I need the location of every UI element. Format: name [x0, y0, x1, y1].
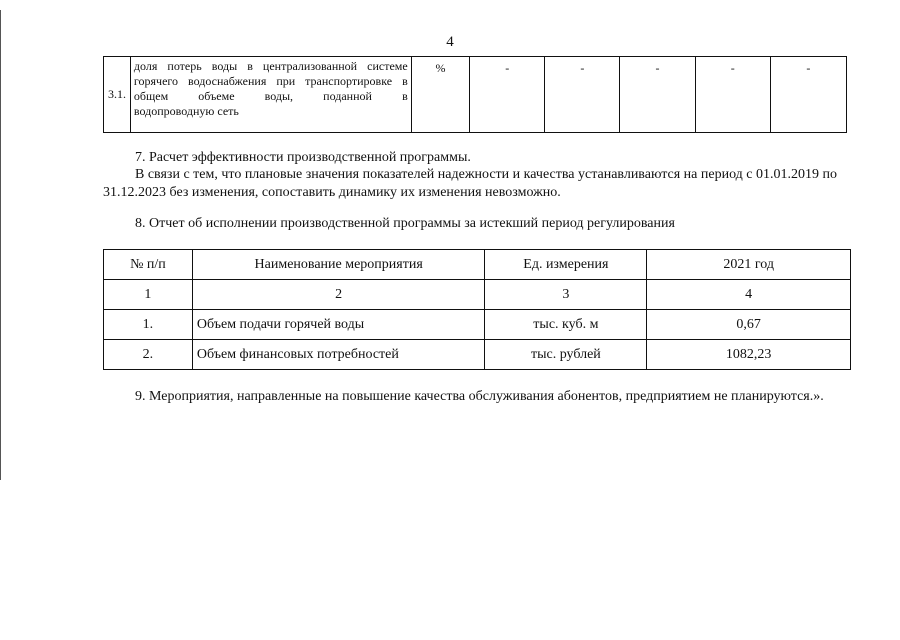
- value-cell: -: [545, 57, 620, 133]
- description-line: водопроводную сеть: [133, 104, 239, 118]
- value-cell: -: [620, 57, 695, 133]
- column-header: 2021 год: [647, 250, 851, 280]
- column-index: 1: [104, 280, 193, 310]
- section-7-body: В связи с тем, что плановые значения показателей надежности и качества устанавливаются на период с 01.01.2019 по 31.12.2023 без изменения, сопоставить динамику их изменения невозможно.: [103, 167, 837, 200]
- section-9-text: 9. Мероприятия, направленные на повышение качества обслуживания абонентов, предприятием не планируются.».: [135, 389, 824, 404]
- description-line: доля потерь воды в централизованной системе: [133, 59, 408, 73]
- section-7-title: 7. Расчет эффективности производственной программы.: [135, 150, 471, 165]
- value-cell: -: [470, 57, 545, 133]
- unit-cell: тыс. рублей: [485, 340, 647, 370]
- column-index: 3: [485, 280, 647, 310]
- table-row: [104, 310, 851, 340]
- column-header: № п/п: [104, 250, 193, 280]
- report-table: [103, 249, 851, 370]
- indicator-table: [103, 56, 847, 133]
- value-cell: 1082,23: [647, 340, 851, 370]
- indicator-description: [130, 57, 411, 133]
- description-line: горячего водоснабжения при транспортировке в: [133, 74, 408, 88]
- activity-name: Объем финансовых потребностей: [192, 340, 485, 370]
- row-number: 1.: [104, 310, 193, 340]
- column-index: 4: [647, 280, 851, 310]
- value-cell: 0,67: [647, 310, 851, 340]
- activity-name: Объем подачи горячей воды: [192, 310, 485, 340]
- scan-edge-line: [0, 10, 1, 480]
- table-row: [104, 57, 847, 133]
- unit-cell: %: [411, 57, 469, 133]
- column-header: Наименование мероприятия: [192, 250, 485, 280]
- value-cell: -: [770, 57, 846, 133]
- column-index: 2: [192, 280, 485, 310]
- section-8-title: 8. Отчет об исполнении производственной программы за истекший период регулирования: [135, 216, 675, 231]
- row-number: 2.: [104, 340, 193, 370]
- page-number: 4: [446, 34, 454, 50]
- column-header: Ед. измерения: [485, 250, 647, 280]
- row-number: 3.1.: [104, 57, 131, 133]
- description-line: общем объеме воды, поданной в: [133, 89, 408, 103]
- column-index-row: [104, 280, 851, 310]
- table-row: [104, 340, 851, 370]
- table-header-row: [104, 250, 851, 280]
- value-cell: -: [695, 57, 770, 133]
- unit-cell: тыс. куб. м: [485, 310, 647, 340]
